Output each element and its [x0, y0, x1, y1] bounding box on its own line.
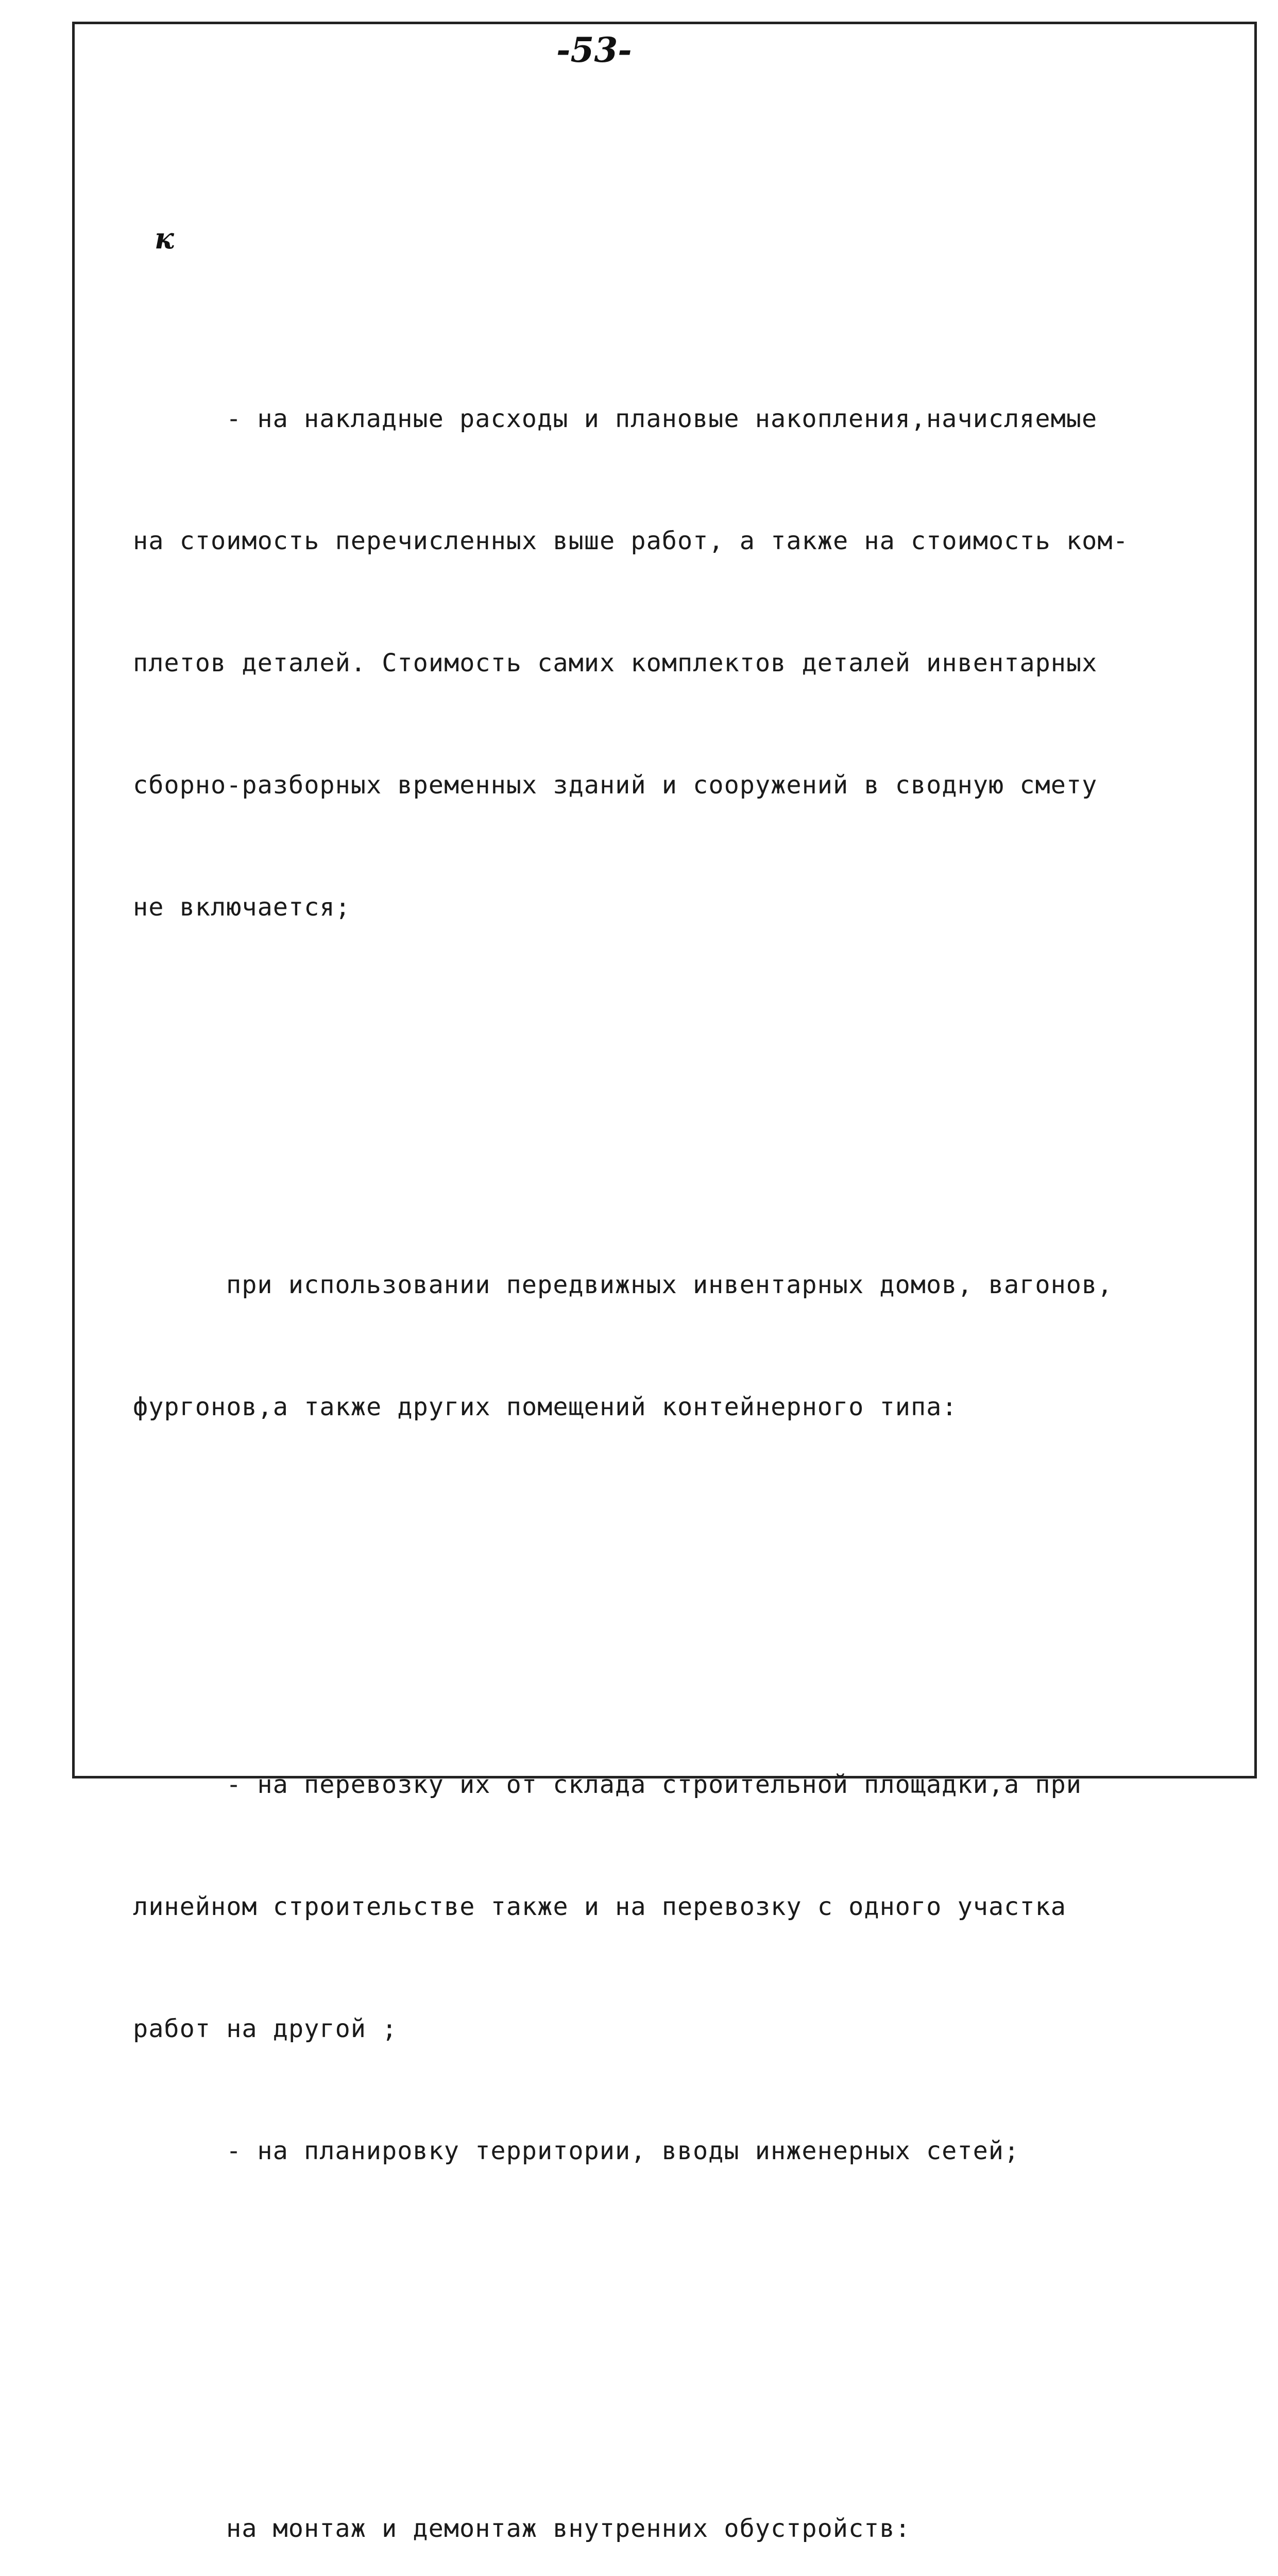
- paragraph-installation: [133, 2427, 1168, 2576]
- paragraph-overheads: [133, 317, 1168, 1009]
- text-line: работ на другой ;: [133, 2014, 398, 2043]
- text-line: при использовании передвижных инвентарных домов, вагонов,: [226, 1270, 1113, 1299]
- handwritten-correction: к: [155, 222, 174, 256]
- document-body: [133, 155, 1168, 2576]
- text-line: - на планировку территории, вводы инженерных сетей;: [226, 2137, 1020, 2165]
- text-line: - на перевозку их от склада строительной площадки,а при: [226, 1770, 1082, 1799]
- text-line: сборно-разборных временных зданий и сооружений в сводную смету: [133, 771, 1098, 800]
- paragraph-mobile-houses: [133, 1183, 1168, 1509]
- page-number: -53-: [556, 30, 632, 70]
- paragraph-transport: [133, 1683, 1168, 2253]
- text-line: - на накладные расходы и плановые накопления,начисляемые: [226, 404, 1098, 433]
- text-line: фургонов,а также других помещений контейнерного типа:: [133, 1393, 958, 1421]
- text-line: не включается;: [133, 893, 351, 922]
- text-line: линейном строительстве также и на перевозку с одного участка: [133, 1892, 1066, 1921]
- text-line: на монтаж и демонтаж внутренних обустройств:: [226, 2514, 911, 2543]
- text-line: на стоимость перечисленных выше работ, а также на стоимость ком-: [133, 527, 1129, 555]
- text-line: плетов деталей. Стоимость самих комплектов деталей инвентарных: [133, 649, 1098, 677]
